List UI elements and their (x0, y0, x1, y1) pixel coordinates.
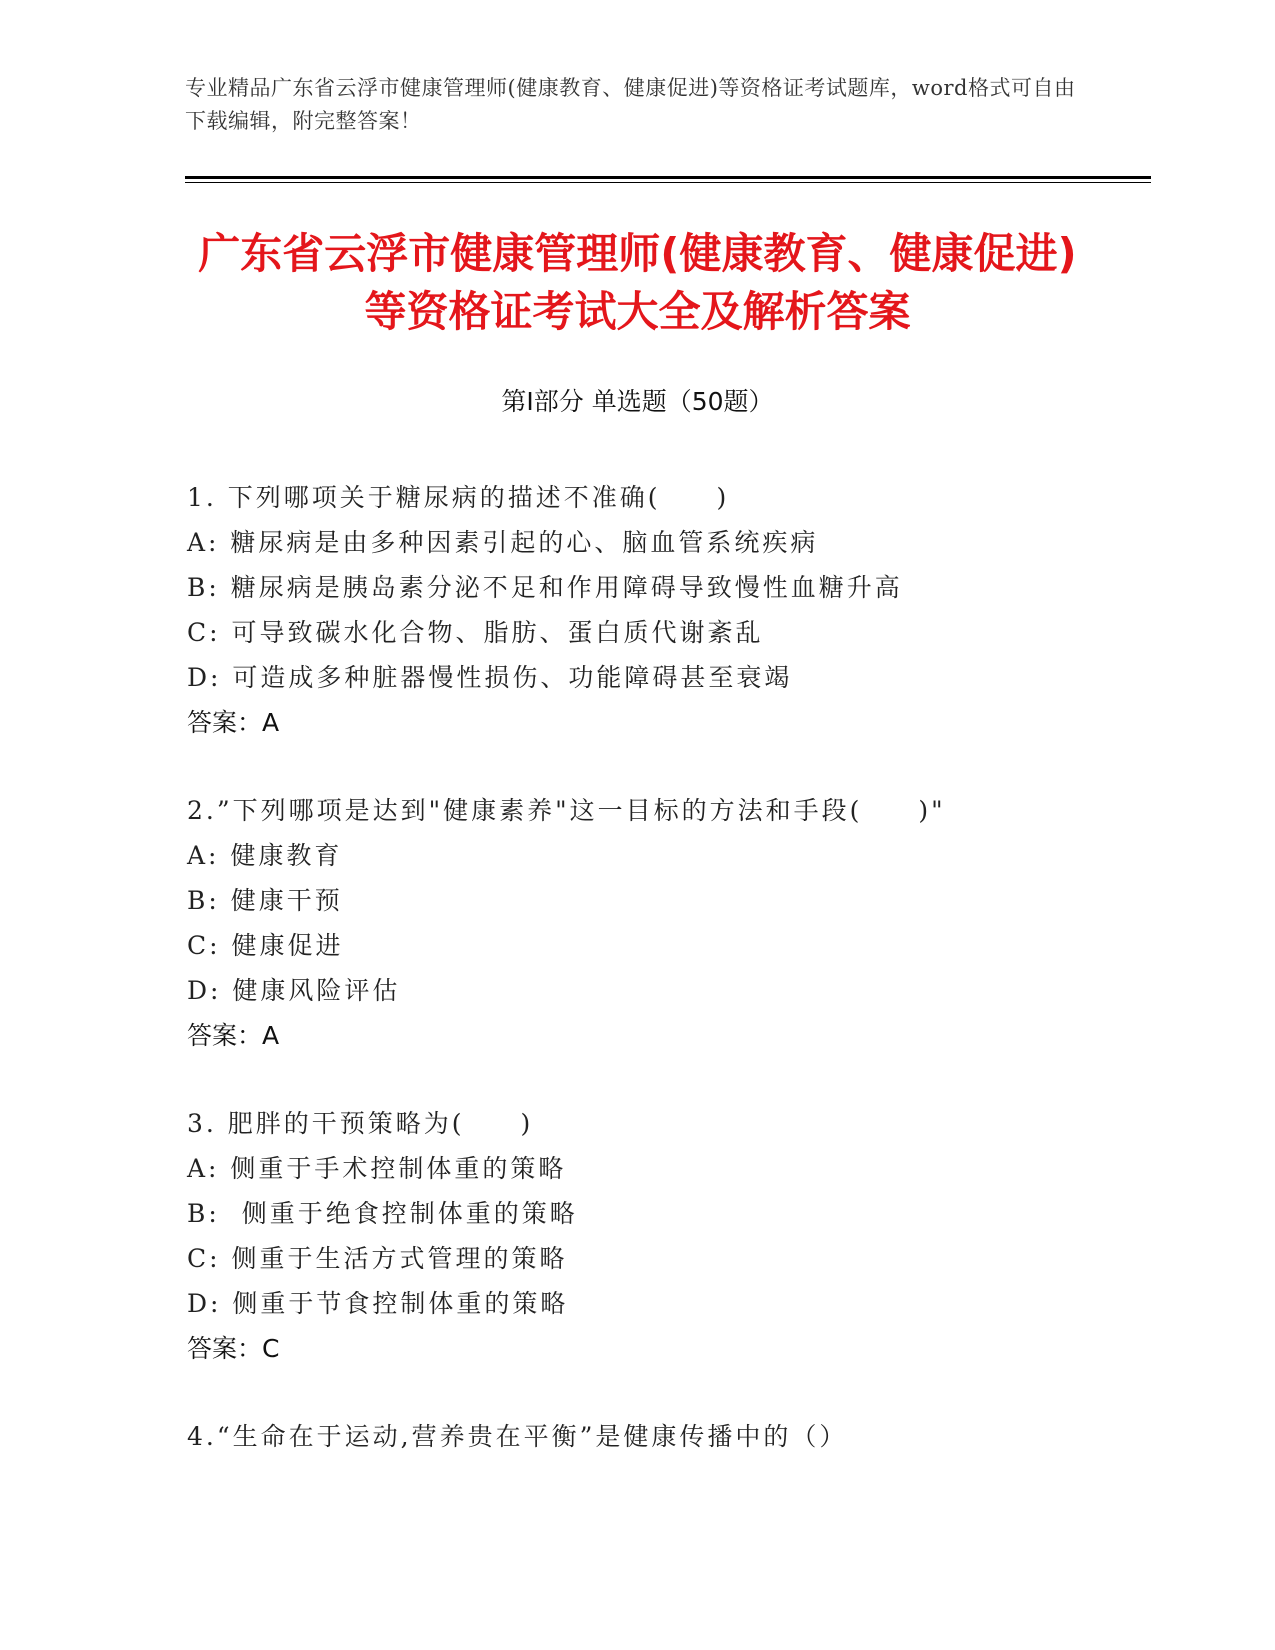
option-c: C: 健康促进 (187, 931, 344, 960)
question-2 (187, 788, 1137, 1058)
option-a: A: 健康教育 (187, 841, 343, 870)
option-c: C: 侧重于生活方式管理的策略 (187, 1244, 568, 1273)
section-title: 第Ⅰ部分 单选题（50题） (501, 387, 774, 416)
option-b: B: 糖尿病是胰岛素分泌不足和作用障碍导致慢性血糖升高 (187, 573, 903, 602)
question-3 (187, 1101, 1137, 1371)
header-divider-thick (185, 176, 1151, 179)
option-a: A: 糖尿病是由多种因素引起的心、脑血管系统疾病 (187, 528, 819, 557)
document-title: 广东省云浮市健康管理师(健康教育、健康促进)等资格证考试大全及解析答案 (198, 229, 1077, 336)
option-c: C: 可导致碳水化合物、脂肪、蛋白质代谢紊乱 (187, 618, 764, 647)
option-b: B: 健康干预 (187, 886, 343, 915)
header-divider-thin (185, 182, 1151, 183)
question-stem: 2.”下列哪项是达到"健康素养"这一目标的方法和手段( )" (187, 796, 946, 825)
question-stem: 1. 下列哪项关于糖尿病的描述不准确( ) (187, 483, 730, 512)
option-a: A: 侧重于手术控制体重的策略 (187, 1154, 567, 1183)
answer-line: 答案：A (187, 708, 280, 737)
option-b: B: 侧重于绝食控制体重的策略 (187, 1199, 578, 1228)
option-d: D: 侧重于节食控制体重的策略 (187, 1289, 569, 1318)
question-4 (187, 1414, 1137, 1459)
question-stem: 4.“生命在于运动,营养贵在平衡”是健康传播中的（） (187, 1422, 848, 1451)
question-stem: 3. 肥胖的干预策略为( ) (187, 1109, 534, 1138)
answer-line: 答案：A (187, 1021, 280, 1050)
header-note: 专业精品广东省云浮市健康管理师(健康教育、健康促进)等资格证考试题库，word格式可自由下载编辑，附完整答案！ (185, 76, 1076, 133)
option-d: D: 健康风险评估 (187, 976, 401, 1005)
question-list (187, 475, 1137, 1502)
option-d: D: 可造成多种脏器慢性损伤、功能障碍甚至衰竭 (187, 663, 793, 692)
answer-line: 答案：C (187, 1334, 280, 1363)
question-1 (187, 475, 1137, 745)
